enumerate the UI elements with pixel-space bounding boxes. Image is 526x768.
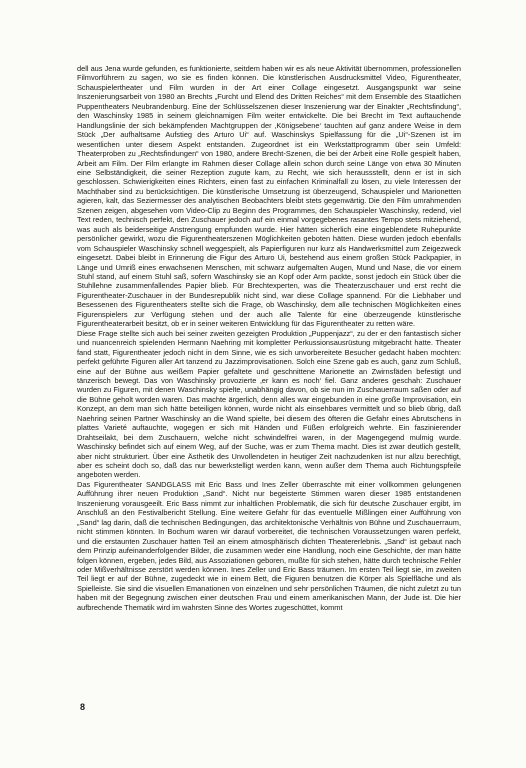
page-number: 8: [80, 702, 86, 712]
paragraph-waschinsky-collage: dell aus Jena wurde gefunden, es funktionierte, seitdem haben wir es als neue Aktivität übernommen, professionellen Filmvorführern zu sagen, wo sie es finden können. Die künstlerischen Ausdrucksmittel Video, Figurentheater, Schauspielertheater und Film wurden in der Art einer Collage eingesetzt. Ausgangspunkt war seine Inszenierungsarbeit von 1980 an Brechts „Furcht und Elend des Dritten Reiches“ mit dem Ensemble des Staatlichen Puppentheaters Neubrandenburg. Eine der Schlüsselszenen dieser Inszenierung war der Einakter „Rechtsfindung“, den Waschinsky 1985 in seinem gleichnamigen Film weiter entwickelte. Die bei Brecht im Text auftauchende Handlungslinie der sich bekämpfenden Machtgruppen der ‚Königsebene‘ tauchten auf ganz andere Weise in dem Stück „Der aufhaltsame Aufstieg des Arturo Ui“ auf. Waschinskys Spielfassung für die „Ui“-Szenen ist im wesentlichen unter diesem Aspekt entstanden. Zugeordnet ist ein Werkstattprogramm über sein Umfeld: Theaterproben zu „Rechtsfindungen“ von 1980, andere Brecht-Szenen, die bei der Arbeit eine Rolle gespielt haben, Arbeit am Film. Der Film erlangte im Rahmen dieser Collage allein schon durch seine Länge von etwa 30 Minuten eine Selbständigkeit, die seiner Rezeption zugute kam, zu Recht, wie sich heraussstellt, denn er ist in sich geschlossen. Schwierigkeiten eines Richters, einen fast zu einfachen Kriminalfall zu lösen, zu viele Interessen der Machthaber sind zu berücksichtigen. Die künstlerische Umsetzung ist überzeugend, Schauspieler und Marionetten agieren, kalt, das Seziermesser des analytischen Beobachters bleibt stets gegenwärtig. Die den Film umrahmenden Szenen zeigen, abgesehen vom Video-Clip zu Beginn des Programmes, den Schauspieler Waschinsky, redend, viel Text reden, technisch perfekt, den Zuschauer jedoch auf ein einmal vorgegebenes rasantes Tempo stets mitziehend, was auch als beiderseitige Anstrengung empfunden wurde. Hier hätten sicherlich eine eingeblendete Ruhepunkte persönlicher gewirkt, wozu die Figurentheaterszenen Möglichkeiten geboten hätten. Diese wurden jedoch ebenfalls vom Schauspieler Waschinsky schnell weggespielt, als Papierfiguren nur kurz als Handwerksmittel zum Zeigezweck eingesetzt. Dabei bleibt in Erinnerung die Figur des Arturo Ui, bestehend aus einem großen Stück Packpapier, in Länge und Umriß eines erwachsenen Menschen, mit schwarz aufgemalten Augen, Mund und Nase, die vor einem Stuhl stand, auf einem Stuhl saß, sofern Waschinsky sie an Kopf oder Arm packte, sonst jedoch ein Stück über die Stuhllehne zusammenfallendes Papier blieb. Für Brechtexperten, was die Theaterzuschauer und erst recht die Figurentheater-Zuschauer in der Bundesrepublik nicht sind, war diese Collage spannend. Für die Liebhaber und Besessenen des Figurentheaters stellte sich die Frage, ob Waschinsky, dem alle technischen Möglichkeiten eines Figurenspielers zur Verfügung stehen und der auch alle Talente für eine überzeugende künstlerische Figurentheaterarbeit besitzt, ob er in seiner weiteren Entwicklung für das Figurentheater zu retten wäre.: [77, 64, 461, 329]
paragraph-sandglass: Das Figurentheater SANDGLASS mit Eric Bass und Ines Zeller überraschte mit einer vollkommen gelungenen Aufführung ihrer neuen Produktion „Sand“. Nicht nur begeisterte Stimmen waren dieser 1985 entstandenen Inszenierung vorausgeeilt. Eric Bass nimmt zur inhaltlichen Problematik, die sich für deutsche Zuschauer ergibt, im Anschluß an den Festivalbericht Stellung. Eine weitere Gefahr für das eventuelle Mißlingen einer Aufführung von „Sand“ lag darin, daß die technischen Bedingungen, das architektonische Verhältnis von Bühne und Zuschauerraum, nicht stimmen könnten. In Bochum waren wir darauf vorbereitet, die technischen Voraussetzungen waren perfekt, und die erstaunten Zuschauer hatten Teil an einem atmosphärisch dichten Theatererlebnis. „Sand“ ist gebaut nach dem Prinzip aufeinanderfolgender Bilder, die zusammen weder eine Handlung, noch eine Geschichte, der man hätte folgen können, ergeben, jedes Bild, aus Assoziationen geboren, mußte für sich stehen, hätte durch technische Fehler oder Mißverhältnisse zerstört werden können. Ines Zeller und Eric Bass träumen. Im ersten Teil liegt sie, im zweiten Teil liegt er auf der Bühne, zugedeckt wie in einem Bett, die Figuren benutzen die Körper als Spielfläche und als Spielleiste. Sie sind die visuellen Emanationen von einzelnen und sehr persönlichen Träumen, die nicht zuletzt zu tun haben mit der Begegnung zwischen einer deutschen Frau und einem amerikanischen Mann, der Jude ist. Die hier aufbrechende Thematik wird im wahrsten Sinne des Wortes zugeschüttet, kommt: [77, 479, 461, 612]
paragraph-puppenjazz: Diese Frage stellte sich auch bei seiner zweiten gezeigten Produktion „Puppenjazz“, zu der er den fantastisch sicher und nuancenreich spielenden Hermann Naehring mit kompletter Perkussionsausrüstung mitgebracht hatte. Theater fand statt, Figurentheater jedoch nicht in dem Sinne, wie es sich unvorbereitete Besucher gedacht haben mochten: perfekt geführte Figuren aller Art tanzend zu Jazzimprovisationen. Solch eine Szene gab es auch, ganz zum Schluß, eine auf der Bühne aus weißem Papier gefaltete und geschnittene Marionette an Zwirnsfäden befestigt und tänzerisch bewegt. Das von Waschinsky provozierte ‚er kann es noch‘ fiel. Ganz anderes geschah: Zuschauer wurden zu Figuren, mit denen Waschinsky spielte, unabhängig davon, ob sie nun im Zuschauerraum saßen oder auf die Bühne geholt worden waren. Das machte ärgerlich, denn alles war eingebunden in eine große Improvisation, ein Konzept, an dem man sich hätte beteiligen können, wurde nicht als einsehbares vermittelt und so blieb übrig, daß Naehring seinen Partner Waschinsky an die Wand spielte, bei diesem des öfteren die Gefahr eines Abrutschens in plattes Varieté auftauchte, wogegen er sich mit Händen und Füßen erfolgreich wehrte. Ein faszinierender Drahtseilakt, bei dem Zuschauern, welche nicht schwindelfrei waren, in der Magengegend mulmig wurde. Waschinsky befindet sich auf einem Weg, auf der Suche, was er zum Thema macht. Dies ist zwar deutlich gestellt, aber nicht strukturiert. Über eine Ästhetik des Unvollendeten in heutiger Zeit nachzudenken ist nur allzu berechtigt, aber es scheint doch so, daß das nur bewerkstelligt werden kann, wenn außer dem Thema auch Richtungspfeile angeboten werden.: [77, 328, 461, 480]
body-text: [77, 64, 461, 612]
